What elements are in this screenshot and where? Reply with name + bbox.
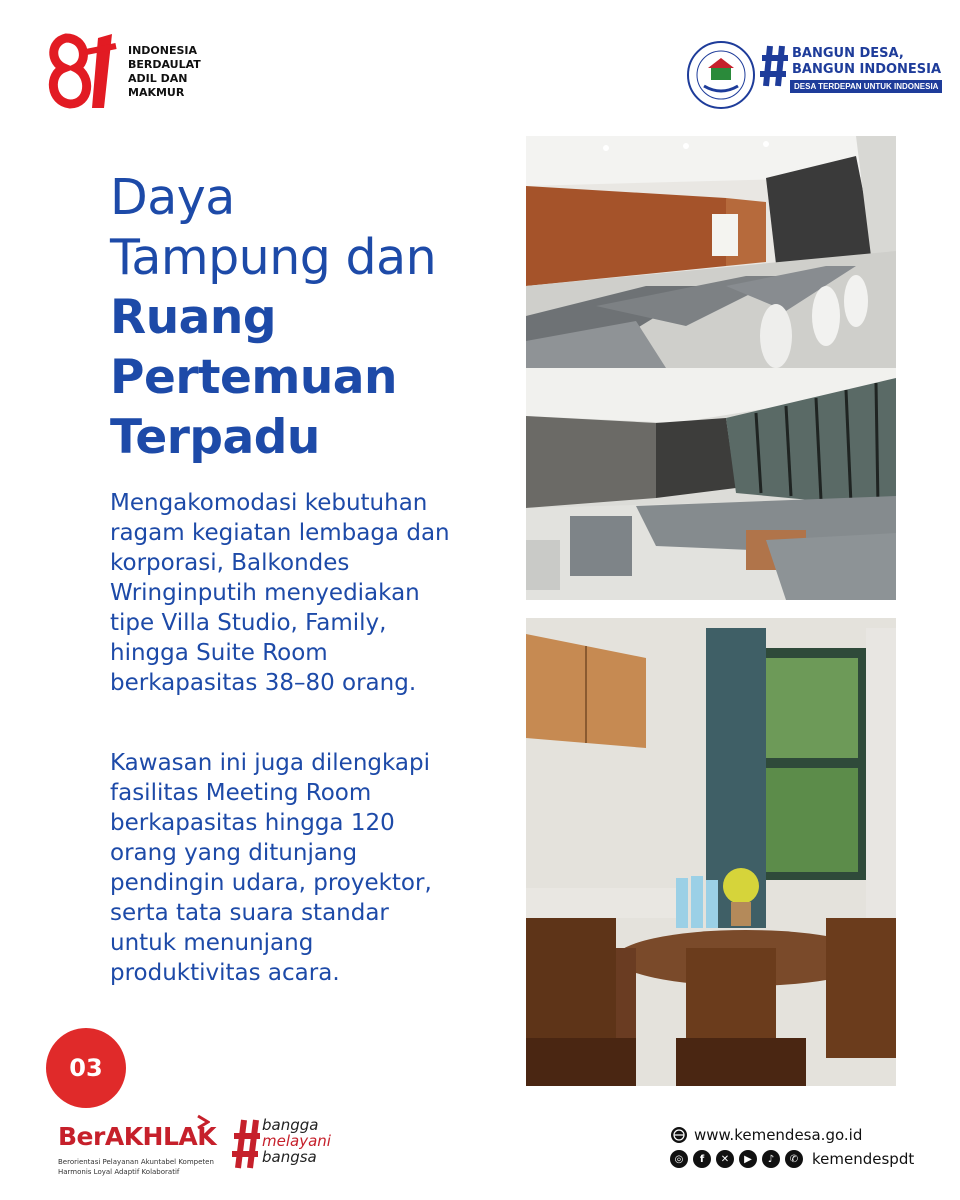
bangun-desa-line2: BANGUN INDONESIA [792,62,942,77]
paragraph-line: Wringinputih menyediakan [110,580,420,606]
paragraph-line: Mengakomodasi kebutuhan [110,490,428,516]
paragraph-line: Kawasan ini juga dilengkapi [110,750,430,776]
globe-icon [670,1126,688,1144]
page-title [110,168,510,468]
whatsapp-icon[interactable]: ✆ [785,1150,803,1168]
bangga-line: bangga [262,1116,319,1134]
paragraph-line: untuk menunjang [110,930,314,956]
logo-line: INDONESIA [128,44,198,57]
paragraph-line: tipe Villa Studio, Family, [110,610,387,636]
suite-room-photo [526,618,896,1086]
meeting-room-photo-1 [526,136,896,368]
social-handle[interactable]: kemendespdt [812,1150,915,1168]
chevron-right-icon [196,1114,210,1130]
title-light-line: Daya [110,169,235,226]
description-paragraph-2 [110,748,490,988]
hashtag-icon [232,1118,262,1170]
indonesia-81-logo [46,32,124,112]
paragraph-line: berkapasitas 38–80 orang. [110,670,417,696]
title-bold-line: Pertemuan [110,350,397,405]
paragraph-line: berkapasitas hingga 120 [110,810,395,836]
berakhlak-subtitle: Harmonis Loyal Adaptif Kolaboratif [58,1168,180,1176]
hashtag-icon [760,44,790,88]
bangun-desa-tagline: DESA TERDEPAN UNTUK INDONESIA [790,80,942,93]
berakhlak-logo: BerAKHLAK [58,1122,217,1151]
logo-line: MAKMUR [128,86,185,99]
logo-line: BERDAULAT [128,58,201,71]
page-number-badge: 03 [46,1028,126,1108]
paragraph-line: pendingin udara, proyektor, [110,870,432,896]
paragraph-line: fasilitas Meeting Room [110,780,372,806]
tiktok-icon[interactable]: ♪ [762,1150,780,1168]
bangga-line: bangsa [262,1148,317,1166]
paragraph-line: korporasi, Balkondes [110,550,350,576]
logo-tagline [128,44,248,100]
ministry-seal-icon [686,40,756,110]
paragraph-line: orang yang ditunjang [110,840,358,866]
bangga-line: melayani [262,1132,331,1150]
title-bold-line: Ruang [110,290,276,345]
title-light-line: Tampung dan [110,229,437,286]
website-link[interactable]: www.kemendesa.go.id [694,1126,863,1144]
youtube-icon[interactable]: ▶ [739,1150,757,1168]
berakhlak-subtitle: Berorientasi Pelayanan Akuntabel Kompeten [58,1158,214,1166]
paragraph-line: serta tata suara standar [110,900,389,926]
x-icon[interactable]: ✕ [716,1150,734,1168]
title-bold-line: Terpadu [110,410,320,465]
paragraph-line: produktivitas acara. [110,960,340,986]
instagram-icon[interactable]: ◎ [670,1150,688,1168]
paragraph-line: ragam kegiatan lembaga dan [110,520,450,546]
meeting-room-photo-2 [526,368,896,600]
logo-line: ADIL DAN [128,72,188,85]
description-paragraph-1 [110,488,490,698]
bangun-desa-line1: BANGUN DESA, [792,46,904,61]
paragraph-line: hingga Suite Room [110,640,328,666]
facebook-icon[interactable]: f [693,1150,711,1168]
